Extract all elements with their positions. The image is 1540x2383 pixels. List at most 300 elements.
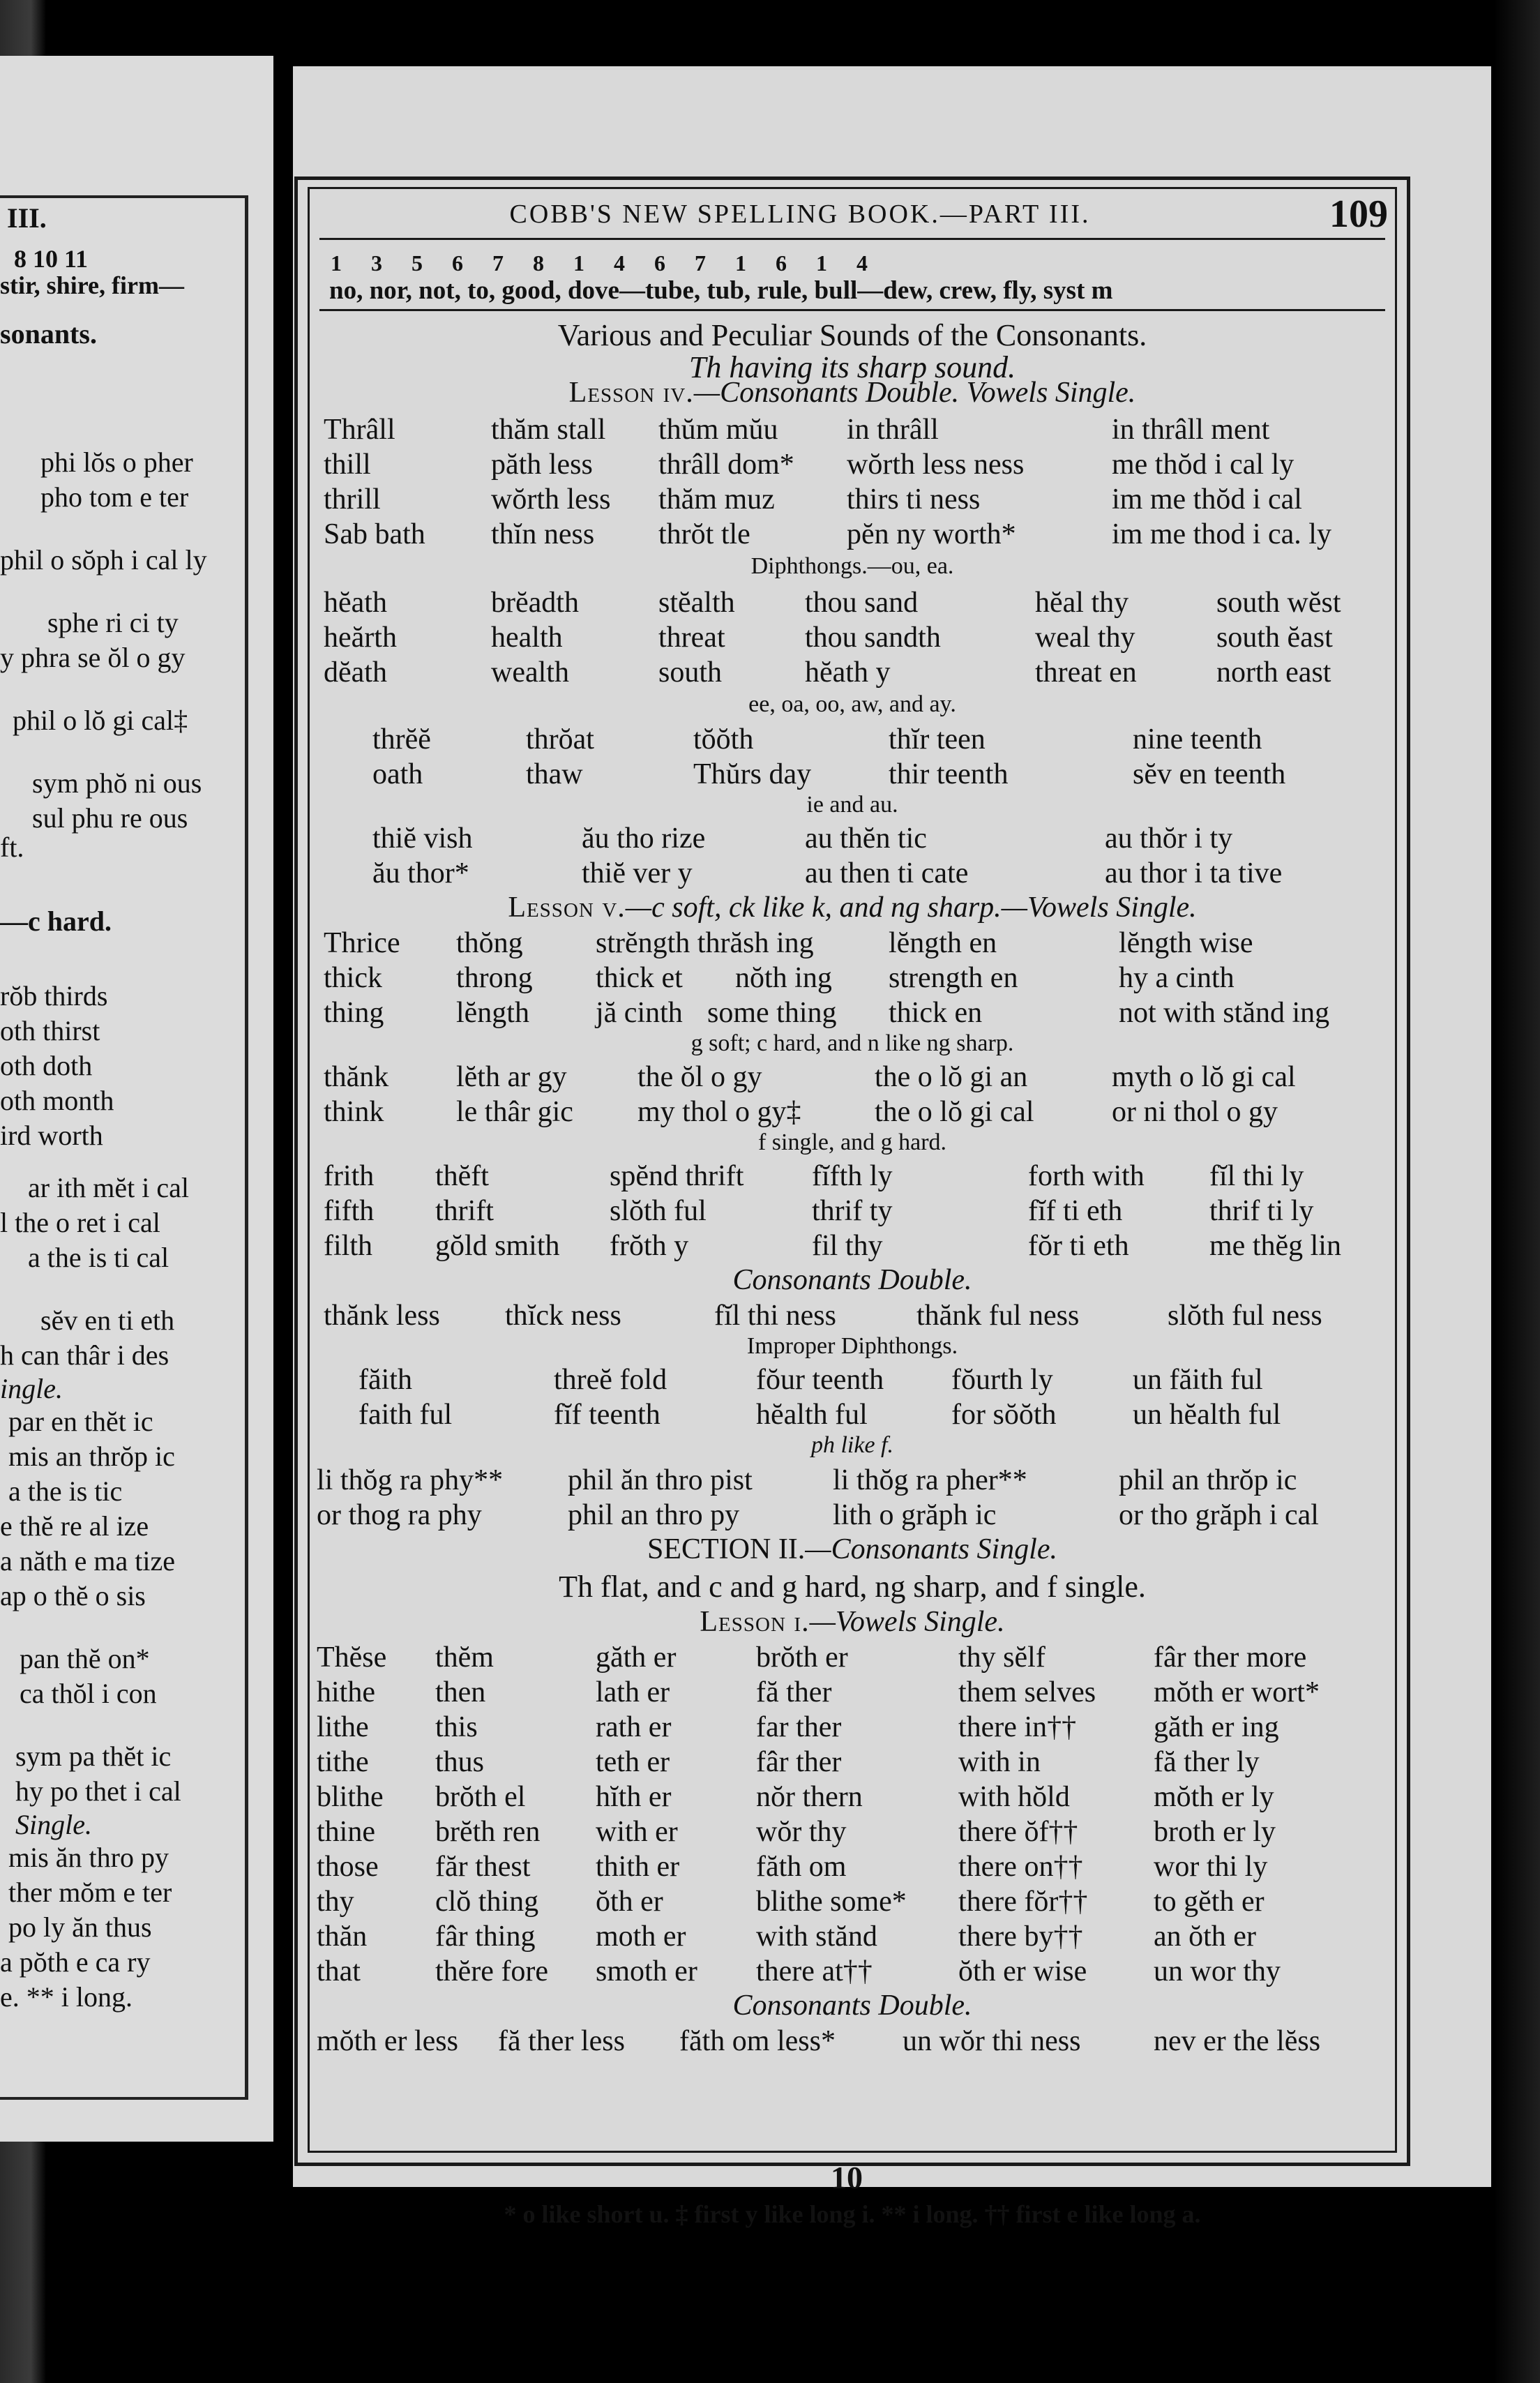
sub-heading: g soft; c hard, and n like ng sharp. bbox=[690, 1030, 1014, 1056]
left-page-line: mis ăn thro py bbox=[8, 1842, 169, 1873]
footnote: * o like short u. ‡ first y like long i. ** i long. †† first e like long a. bbox=[504, 2200, 1201, 2228]
word-row bbox=[310, 1362, 1395, 1397]
word-entry: lĕngth wise bbox=[1119, 927, 1253, 959]
word-entry: north east bbox=[1216, 656, 1331, 689]
word-entry: hĕath bbox=[324, 587, 387, 619]
word-entry: Thŭrs day bbox=[693, 758, 812, 790]
sub-heading: ie and au. bbox=[806, 792, 898, 818]
word-entry: un făith ful bbox=[1133, 1364, 1263, 1396]
left-page-line: sul phu re ous bbox=[32, 802, 188, 834]
word-entry: lath er bbox=[596, 1676, 670, 1708]
word-entry: tŏŏth bbox=[693, 723, 754, 756]
word-entry: wŏrth less ness bbox=[847, 449, 1025, 481]
word-row bbox=[310, 961, 1395, 995]
lesson-description: —Vowels Single. bbox=[809, 1606, 1005, 1638]
left-page-line: —c hard. bbox=[0, 905, 112, 937]
word-entry: thăm stall bbox=[491, 414, 606, 446]
word-entry: blithe some* bbox=[756, 1886, 907, 1918]
left-page-line: a pŏth e ca ry bbox=[0, 1946, 151, 1978]
word-entry: moth er bbox=[596, 1920, 686, 1953]
word-entry: brŏth er bbox=[756, 1641, 848, 1674]
word-entry: there on†† bbox=[958, 1851, 1083, 1883]
word-row bbox=[310, 1228, 1395, 1263]
word-row bbox=[310, 482, 1395, 517]
sub-heading: f single, and g hard. bbox=[757, 1129, 947, 1155]
word-entry: sĕv en teenth bbox=[1133, 758, 1286, 790]
word-entry: broth er ly bbox=[1154, 1816, 1276, 1848]
page-number: 109 bbox=[1329, 193, 1388, 236]
word-entry: or thog ra phy bbox=[317, 1499, 482, 1531]
sub-heading: ee, oa, oo, aw, and ay. bbox=[748, 691, 956, 717]
left-page-line: sĕv en ti eth bbox=[40, 1305, 175, 1336]
left-page-heading: sonants. bbox=[0, 318, 97, 349]
word-entry: strength en bbox=[889, 962, 1018, 994]
word-row bbox=[310, 1194, 1395, 1228]
word-entry: with hŏld bbox=[958, 1781, 1070, 1813]
word-entry: forth with bbox=[1028, 1160, 1145, 1192]
word-entry: mŏth er ly bbox=[1154, 1781, 1274, 1813]
word-entry: thing bbox=[324, 997, 384, 1029]
word-row bbox=[310, 1710, 1395, 1745]
left-page-line: l the o ret i cal bbox=[0, 1207, 160, 1238]
word-entry: thrŏt tle bbox=[658, 518, 750, 550]
word-entry: thĭn ness bbox=[491, 518, 595, 550]
left-page-line: rŏb thirds bbox=[0, 980, 108, 1012]
word-entry: thick et bbox=[596, 962, 683, 994]
word-entry: jă cinth bbox=[596, 997, 683, 1029]
word-entry: the o lŏ gi an bbox=[875, 1061, 1028, 1093]
word-entry: stĕalth bbox=[658, 587, 735, 619]
word-entry: thick bbox=[324, 962, 382, 994]
word-entry: thy sĕlf bbox=[958, 1641, 1045, 1674]
word-entry: Sab bath bbox=[324, 518, 425, 550]
lesson-heading bbox=[310, 376, 1395, 409]
word-entry: then bbox=[435, 1676, 486, 1708]
word-row bbox=[310, 856, 1395, 891]
word-entry: im me thod i ca. ly bbox=[1112, 518, 1331, 550]
word-entry: mŏth er wort* bbox=[1154, 1676, 1320, 1708]
word-row bbox=[310, 926, 1395, 961]
header-rule bbox=[319, 238, 1385, 240]
word-entry: threĕ fold bbox=[554, 1364, 667, 1396]
word-entry: mŏth er less bbox=[317, 2025, 458, 2057]
word-entry: for sŏŏth bbox=[951, 1399, 1057, 1431]
word-entry: ău thor* bbox=[372, 857, 469, 889]
word-entry: fŏr ti eth bbox=[1028, 1230, 1129, 1262]
word-entry: thirs ti ness bbox=[847, 483, 981, 516]
word-entry: the ŏl o gy bbox=[637, 1061, 762, 1093]
word-entry: făth om less* bbox=[679, 2025, 836, 2057]
word-entry: thiĕ ver y bbox=[582, 857, 693, 889]
left-page-line: ird worth bbox=[0, 1120, 103, 1151]
left-page-line: Single. bbox=[15, 1809, 92, 1840]
word-entry: gŏld smith bbox=[435, 1230, 560, 1262]
word-entry: them selves bbox=[958, 1676, 1096, 1708]
word-entry: fŏur teenth bbox=[756, 1364, 884, 1396]
left-page-line: oth doth bbox=[0, 1050, 93, 1081]
word-entry: south wĕst bbox=[1216, 587, 1341, 619]
word-entry: lĕth ar gy bbox=[456, 1061, 567, 1093]
word-entry: fĭfth ly bbox=[812, 1160, 893, 1192]
word-row bbox=[310, 1849, 1395, 1884]
word-entry: phil an thro py bbox=[568, 1499, 740, 1531]
word-entry: thŭm mŭu bbox=[658, 414, 778, 446]
word-row bbox=[310, 1498, 1395, 1533]
word-entry: hĕal thy bbox=[1035, 587, 1129, 619]
word-entry: fă ther bbox=[756, 1676, 832, 1708]
key-rule bbox=[319, 309, 1385, 311]
sub-heading: Th flat, and c and g hard, ng sharp, and f single. bbox=[559, 1570, 1146, 1604]
word-entry: thrif ti ly bbox=[1209, 1195, 1314, 1227]
word-entry: thick en bbox=[889, 997, 983, 1029]
word-entry: thrif ty bbox=[812, 1195, 893, 1227]
word-entry: threat en bbox=[1035, 656, 1137, 689]
section-label: SECTION II. bbox=[647, 1533, 806, 1565]
word-entry: făith bbox=[358, 1364, 412, 1396]
word-entry: with er bbox=[596, 1816, 678, 1848]
word-entry: lĕngth en bbox=[889, 927, 997, 959]
word-entry: li thŏg ra pher** bbox=[833, 1464, 1027, 1496]
word-entry: păth less bbox=[491, 449, 593, 481]
sub-heading: Improper Diphthongs. bbox=[746, 1333, 958, 1359]
word-entry: hĕalth ful bbox=[756, 1399, 868, 1431]
word-entry: thĕm bbox=[435, 1641, 494, 1674]
left-page-line: ther mŏm e ter bbox=[8, 1877, 172, 1908]
word-entry: un wŏr thi ness bbox=[903, 2025, 1081, 2057]
word-entry: lith o grăph ic bbox=[833, 1499, 997, 1531]
word-entry: wŏrth less bbox=[491, 483, 611, 516]
word-entry: weal thy bbox=[1035, 622, 1135, 654]
lesson-description: —Consonants Double. Vowels Single. bbox=[693, 377, 1136, 409]
word-entry: threat bbox=[658, 622, 725, 654]
word-entry: tithe bbox=[317, 1746, 369, 1778]
word-entry: fă ther less bbox=[498, 2025, 625, 2057]
left-page-line: a năth e ma tize bbox=[0, 1545, 175, 1577]
word-entry: rath er bbox=[596, 1711, 672, 1743]
word-entry: or tho grăph i cal bbox=[1119, 1499, 1319, 1531]
left-page-line: sphe ri ci ty bbox=[47, 607, 179, 638]
word-entry: teth er bbox=[596, 1746, 670, 1778]
sub-heading: ph like f. bbox=[810, 1432, 894, 1458]
word-row bbox=[310, 1919, 1395, 1954]
lesson-label: Lesson iv. bbox=[568, 377, 694, 409]
word-entry: slŏth ful bbox=[610, 1195, 707, 1227]
pronunciation-numbers: 1 3 5 6 7 8 1 4 6 7 1 6 1 4 bbox=[331, 250, 868, 276]
word-entry: ău tho rize bbox=[582, 822, 706, 855]
word-row bbox=[310, 1159, 1395, 1194]
word-entry: fâr thing bbox=[435, 1920, 536, 1953]
word-row bbox=[310, 757, 1395, 792]
word-entry: thrâll dom* bbox=[658, 449, 794, 481]
word-entry: au thĕn tic bbox=[805, 822, 927, 855]
left-page-line: hy po thet i cal bbox=[15, 1775, 181, 1807]
word-entry: brĕth ren bbox=[435, 1816, 541, 1848]
word-entry: fâr ther bbox=[756, 1746, 842, 1778]
word-entry: nine teenth bbox=[1133, 723, 1262, 756]
word-entry: un hĕalth ful bbox=[1133, 1399, 1281, 1431]
word-entry: there fŏr†† bbox=[958, 1886, 1088, 1918]
word-entry: lĕngth bbox=[456, 997, 529, 1029]
word-entry: filth bbox=[324, 1230, 372, 1262]
word-entry: smoth er bbox=[596, 1955, 697, 1987]
word-row bbox=[310, 447, 1395, 482]
word-row bbox=[310, 1463, 1395, 1498]
word-row bbox=[310, 722, 1395, 757]
word-entry: thou sandth bbox=[805, 622, 941, 654]
left-page bbox=[0, 56, 273, 2142]
sub-heading: Consonants Double. bbox=[732, 1990, 972, 2022]
left-page-line: h can thâr i des bbox=[0, 1339, 169, 1371]
word-entry: my thol o gy‡ bbox=[637, 1096, 801, 1128]
left-page-line: ar ith mĕt i cal bbox=[28, 1172, 190, 1203]
word-entry: Thrâll bbox=[324, 414, 395, 446]
word-entry: thiĕ vish bbox=[372, 822, 473, 855]
word-entry: thănk bbox=[324, 1061, 389, 1093]
word-row bbox=[310, 655, 1395, 690]
word-entry: fĭl thi ly bbox=[1209, 1160, 1304, 1192]
left-page-line: mis an thrŏp ic bbox=[8, 1441, 175, 1472]
word-entry: health bbox=[491, 622, 563, 654]
signature-mark: 10 bbox=[831, 2160, 863, 2195]
book-page bbox=[293, 66, 1491, 2228]
left-page-numbers: 8 10 11 bbox=[14, 245, 89, 273]
word-entry: făth om bbox=[756, 1851, 847, 1883]
word-entry: with in bbox=[958, 1746, 1041, 1778]
word-entry: myth o lŏ gi cal bbox=[1112, 1061, 1296, 1093]
left-page-line: sym pa thĕt ic bbox=[15, 1741, 172, 1772]
word-entry: frŏth y bbox=[610, 1230, 689, 1262]
word-entry: me thĕg lin bbox=[1209, 1230, 1341, 1262]
word-entry: pĕn ny worth* bbox=[847, 518, 1016, 550]
left-page-header: III. bbox=[7, 202, 47, 234]
word-entry: thĕft bbox=[435, 1160, 489, 1192]
word-row bbox=[310, 2024, 1395, 2059]
word-row bbox=[310, 1745, 1395, 1780]
left-page-line: phi lŏs o pher bbox=[40, 446, 193, 478]
left-page-line: y phra se ŏl o gy bbox=[0, 642, 186, 673]
word-entry: throng bbox=[456, 962, 533, 994]
word-entry: Thĕse bbox=[317, 1641, 387, 1674]
word-entry: fĭf teenth bbox=[554, 1399, 660, 1431]
word-entry: fĭl thi ness bbox=[714, 1300, 836, 1332]
left-page-line: oth thirst bbox=[0, 1015, 100, 1046]
word-row bbox=[310, 1954, 1395, 1989]
word-entry: ŏth er wise bbox=[958, 1955, 1087, 1987]
left-page-line: a the is ti cal bbox=[28, 1242, 169, 1273]
word-entry: au then ti cate bbox=[805, 857, 969, 889]
left-page-line: ft. bbox=[0, 832, 24, 863]
word-entry: thill bbox=[324, 449, 371, 481]
word-entry: hithe bbox=[317, 1676, 375, 1708]
left-page-line: par en thĕt ic bbox=[8, 1406, 153, 1437]
word-entry: thus bbox=[435, 1746, 485, 1778]
word-entry: ŏth er bbox=[596, 1886, 663, 1918]
lesson-heading bbox=[310, 891, 1395, 924]
left-page-line: a the is tic bbox=[8, 1475, 123, 1507]
word-entry: le thâr gic bbox=[456, 1096, 573, 1128]
word-entry: Thrice bbox=[324, 927, 400, 959]
word-entry: hy a cinth bbox=[1119, 962, 1235, 994]
word-entry: there at†† bbox=[756, 1955, 873, 1987]
word-entry: thou sand bbox=[805, 587, 919, 619]
word-entry: think bbox=[324, 1096, 384, 1128]
word-entry: faith ful bbox=[358, 1399, 453, 1431]
word-entry: there by†† bbox=[958, 1920, 1083, 1953]
page-frame-inner bbox=[308, 187, 1397, 2228]
left-page-line: sym phŏ ni ous bbox=[32, 767, 202, 799]
word-entry: south bbox=[658, 656, 723, 689]
word-entry: găth er ing bbox=[1154, 1711, 1279, 1743]
word-entry: thrĕĕ bbox=[372, 723, 431, 756]
left-page-frame bbox=[0, 195, 248, 2100]
word-row bbox=[310, 821, 1395, 856]
word-entry: wealth bbox=[491, 656, 569, 689]
word-entry: thĕre fore bbox=[435, 1955, 549, 1987]
lesson-description: —c soft, ck like k, and ng sharp.—Vowels Single. bbox=[625, 892, 1197, 924]
running-header: COBB'S NEW SPELLING BOOK.—PART III. bbox=[509, 200, 1091, 229]
left-page-line: phil o lŏ gi cal‡ bbox=[13, 705, 188, 736]
word-entry: nŏr thern bbox=[756, 1781, 863, 1813]
left-page-line: e thĕ re al ize bbox=[0, 1510, 149, 1542]
word-entry: to gĕth er bbox=[1154, 1886, 1265, 1918]
word-row bbox=[310, 1397, 1395, 1432]
word-entry: frith bbox=[324, 1160, 375, 1192]
word-entry: or ni thol o gy bbox=[1112, 1096, 1278, 1128]
word-entry: phil ăn thro pist bbox=[568, 1464, 753, 1496]
word-entry: nŏth ing bbox=[735, 962, 832, 994]
word-entry: wŏr thy bbox=[756, 1816, 847, 1848]
word-entry: thrŏat bbox=[526, 723, 594, 756]
lesson-label: Lesson i. bbox=[700, 1606, 810, 1638]
word-entry: brŏth el bbox=[435, 1781, 526, 1813]
word-entry: au thŏr i ty bbox=[1105, 822, 1233, 855]
word-entry: fă ther ly bbox=[1154, 1746, 1260, 1778]
word-entry: făr thest bbox=[435, 1851, 531, 1883]
word-row bbox=[310, 620, 1395, 655]
word-entry: the o lŏ gi cal bbox=[875, 1096, 1034, 1128]
word-entry: găth er bbox=[596, 1641, 677, 1674]
left-page-line: po ly ăn thus bbox=[8, 1911, 152, 1943]
word-entry: thănk ful ness bbox=[916, 1300, 1080, 1332]
word-entry: thaw bbox=[526, 758, 583, 790]
word-row bbox=[310, 412, 1395, 447]
word-entry: wor thi ly bbox=[1154, 1851, 1268, 1883]
word-entry: clŏ thing bbox=[435, 1886, 539, 1918]
word-entry: with stănd bbox=[756, 1920, 877, 1953]
word-row bbox=[310, 1884, 1395, 1919]
word-entry: li thŏg ra phy** bbox=[317, 1464, 504, 1496]
word-entry: fil thy bbox=[812, 1230, 883, 1262]
word-row bbox=[310, 517, 1395, 552]
word-entry: oath bbox=[372, 758, 423, 790]
word-entry: thy bbox=[317, 1886, 354, 1918]
word-entry: thir teenth bbox=[889, 758, 1009, 790]
lesson-heading bbox=[310, 1605, 1395, 1639]
word-entry: thine bbox=[317, 1816, 375, 1848]
word-row bbox=[310, 1640, 1395, 1675]
word-entry: in thrâll bbox=[847, 414, 939, 446]
word-entry: an ŏth er bbox=[1154, 1920, 1256, 1953]
left-page-line: ap o thĕ o sis bbox=[0, 1580, 146, 1611]
word-entry: thith er bbox=[596, 1851, 680, 1883]
word-row bbox=[310, 1814, 1395, 1849]
lesson-label: Lesson v. bbox=[508, 892, 626, 924]
word-entry: thĭck ness bbox=[505, 1300, 621, 1332]
word-entry: nev er the lĕss bbox=[1154, 2025, 1321, 2057]
word-entry: not with stănd ing bbox=[1119, 997, 1330, 1029]
left-page-line: pan thĕ on* bbox=[20, 1643, 150, 1674]
word-row bbox=[310, 1060, 1395, 1095]
word-entry: far ther bbox=[756, 1711, 842, 1743]
word-entry: this bbox=[435, 1711, 478, 1743]
word-entry: un wor thy bbox=[1154, 1955, 1281, 1987]
word-entry: thăn bbox=[317, 1920, 368, 1953]
section-title: Various and Peculiar Sounds of the Consonants. bbox=[557, 318, 1147, 352]
word-entry: some thing bbox=[707, 997, 837, 1029]
word-entry: thĭr teen bbox=[889, 723, 986, 756]
word-entry: heărth bbox=[324, 622, 397, 654]
word-entry: fâr ther more bbox=[1154, 1641, 1307, 1674]
left-page-line: phil o sŏph i cal ly bbox=[0, 544, 207, 576]
pronunciation-key: no, nor, not, to, good, dove—tube, tub, rule, bull—dew, crew, fly, syst m bbox=[329, 276, 1113, 305]
word-entry: hĕath y bbox=[805, 656, 891, 689]
word-entry: blithe bbox=[317, 1781, 384, 1813]
left-page-line: e. ** i long. bbox=[0, 1981, 133, 2013]
word-row bbox=[310, 995, 1395, 1030]
word-entry: there in†† bbox=[958, 1711, 1077, 1743]
word-entry: thăm muz bbox=[658, 483, 775, 516]
word-row bbox=[310, 1095, 1395, 1129]
sub-heading: Consonants Double. bbox=[732, 1264, 972, 1296]
section-heading bbox=[310, 1533, 1395, 1566]
word-entry: brĕadth bbox=[491, 587, 579, 619]
word-entry: in thrâll ment bbox=[1112, 414, 1270, 446]
word-entry: fĭf ti eth bbox=[1028, 1195, 1123, 1227]
word-entry: fŏurth ly bbox=[951, 1364, 1053, 1396]
word-row bbox=[310, 1298, 1395, 1333]
word-entry: dĕath bbox=[324, 656, 387, 689]
left-page-line: oth month bbox=[0, 1085, 114, 1116]
subtitle-sharp-th: Th having its sharp sound. bbox=[688, 350, 1016, 384]
word-entry: slŏth ful ness bbox=[1168, 1300, 1322, 1332]
word-entry: strĕngth thrăsh ing bbox=[596, 927, 814, 959]
left-page-line: pho tom e ter bbox=[40, 481, 189, 513]
word-entry: au thor i ta tive bbox=[1105, 857, 1283, 889]
word-entry: that bbox=[317, 1955, 361, 1987]
left-page-line: ingle. bbox=[0, 1373, 63, 1404]
sub-heading: Diphthongs.—ou, ea. bbox=[750, 553, 954, 579]
word-entry: me thŏd i cal ly bbox=[1112, 449, 1294, 481]
word-row bbox=[310, 585, 1395, 620]
word-entry: im me thŏd i cal bbox=[1112, 483, 1302, 516]
word-entry: spĕnd thrift bbox=[610, 1160, 744, 1192]
word-entry: thrift bbox=[435, 1195, 494, 1227]
word-row bbox=[310, 1780, 1395, 1814]
word-entry: those bbox=[317, 1851, 379, 1883]
word-row bbox=[310, 1675, 1395, 1710]
word-entry: lithe bbox=[317, 1711, 369, 1743]
section-description: —Consonants Single. bbox=[805, 1533, 1057, 1565]
page-frame-outer bbox=[294, 176, 1410, 2228]
word-entry: thrill bbox=[324, 483, 381, 516]
word-entry: thŏng bbox=[456, 927, 523, 959]
word-entry: hĭth er bbox=[596, 1781, 672, 1813]
word-entry: thănk less bbox=[324, 1300, 440, 1332]
word-entry: south ĕast bbox=[1216, 622, 1333, 654]
left-page-line: ca thŏl i con bbox=[20, 1678, 157, 1709]
word-entry: fifth bbox=[324, 1195, 375, 1227]
left-page-key: stir, shire, firm— bbox=[0, 271, 184, 299]
